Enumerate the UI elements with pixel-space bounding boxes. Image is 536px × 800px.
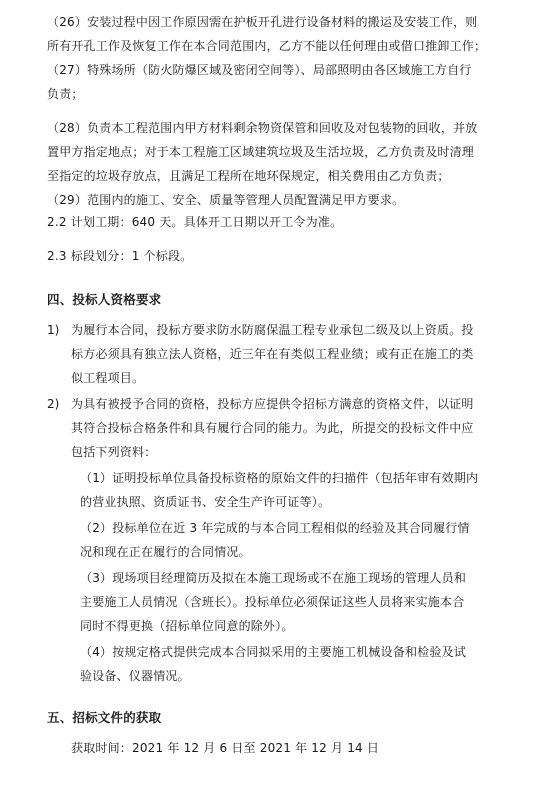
material-3-line-1: （3）现场项目经理简历及拟在本施工现场或不在施工现场的管理人员和: [80, 571, 467, 585]
req-2-line-1: 为具有被授予合同的资格，投标方应提供令招标方满意的资格文件，以证明: [71, 397, 474, 411]
item-27-line-2: 负责；: [47, 87, 84, 101]
section-4-heading: 四、投标人资格要求: [47, 292, 162, 307]
item-26-line-2: 所有开孔工作及恢复工作在本合同范围内，乙方不能以任何理由或借口推卸工作；: [47, 39, 487, 53]
req-1-number: 1): [47, 323, 60, 337]
item-28-line-2: 置甲方指定地点；对于本工程施工区域建筑垃圾及生活垃圾，乙方负责及时清理: [47, 145, 475, 159]
item-28-line-1: （28）负责本工程范围内甲方材料剩余物资保管和回收及对包装物的回收，并放: [47, 121, 478, 135]
item-26-line-1: （26）安装过程中因工作原因需在护板开孔进行设备材料的搬运及安装工作，则: [47, 15, 478, 29]
schedule-line: 2.2 计划工期：640 天。具体开工日期以开工令为准。: [47, 215, 343, 229]
item-28-line-3: 至指定的垃圾存放点，且满足工程所在地环保规定，相关费用由乙方负责；: [47, 169, 450, 183]
req-1-line-2: 标方必须具有独立法人资格，近三年在有类似工程业绩；或有正在施工的类: [71, 347, 474, 361]
material-2-line-2: 况和现在正在履行的合同情况。: [80, 545, 251, 559]
req-1-line-3: 似工程项目。: [71, 371, 145, 385]
material-3-line-2: 主要施工人员情况（含班长）。投标单位必须保证这些人员将来实施本合: [80, 595, 465, 609]
material-1-line-1: （1）证明投标单位具备投标资格的原始文件的扫描件（包括年审有效期内: [80, 471, 479, 485]
material-2-line-1: （2）投标单位在近 3 年完成的与本合同工程相似的经验及其合同履行情: [80, 521, 470, 535]
req-2-line-3: 包括下列资料：: [71, 445, 157, 459]
lot-division-line: 2.3 标段划分：1 个标段。: [47, 249, 193, 263]
item-29-line: （29）范围内的施工、安全、质量等管理人员配置满足甲方要求。: [47, 193, 405, 207]
req-1-line-1: 为履行本合同，投标方要求防水防腐保温工程专业承包二级及以上资质。投: [71, 323, 474, 337]
acquisition-time-line: 获取时间：2021 年 12 月 6 日至 2021 年 12 月 14 日: [71, 741, 380, 755]
req-2-line-2: 其符合投标合格条件和具有履行合同的能力。为此，所提交的投标文件中应: [71, 421, 474, 435]
material-3-line-3: 同时不得更换（招标单位同意的除外）。: [80, 619, 294, 633]
material-1-line-2: 的营业执照、资质证书、安全生产许可证等）。: [80, 495, 331, 509]
section-5-heading: 五、招标文件的获取: [47, 710, 162, 725]
item-27-line-1: （27）特殊场所（防火防爆区域及密闭空间等）、局部照明由各区域施工方自行: [47, 63, 472, 77]
material-4-line-2: 验设备、仪器情况。: [80, 669, 190, 683]
material-4-line-1: （4）按规定格式提供完成本合同拟采用的主要施工机械设备和检验及试: [80, 645, 467, 659]
req-2-number: 2): [47, 397, 60, 411]
